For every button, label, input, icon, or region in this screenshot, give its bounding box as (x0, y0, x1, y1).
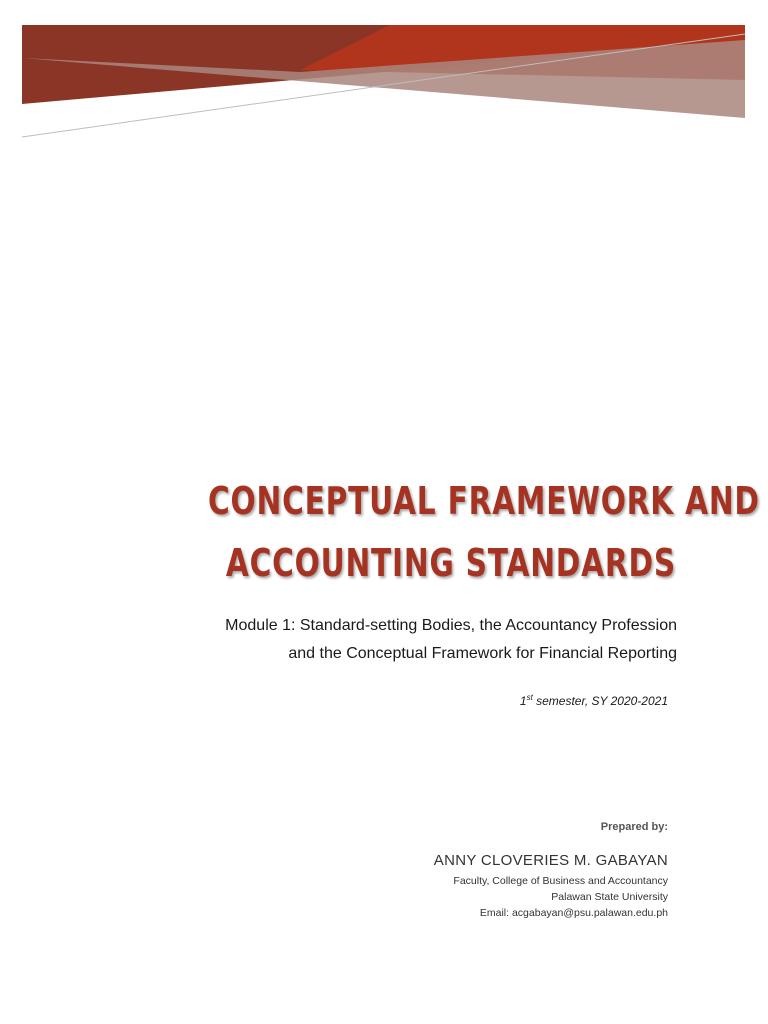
author-position: Faculty, College of Business and Accountancy (453, 875, 668, 887)
author-name: ANNY CLOVERIES M. GABAYAN (433, 852, 668, 869)
module-subtitle (77, 612, 677, 668)
author-affiliation (453, 873, 668, 921)
subtitle-line-2: and the Conceptual Framework for Financial Reporting (288, 645, 677, 662)
semester-suffix: st (526, 693, 533, 702)
title-line-1: CONCEPTUAL FRAMEWORK AND (208, 479, 760, 523)
title-line-2: ACCOUNTING STANDARDS (225, 541, 676, 585)
semester-line (520, 693, 668, 708)
prepared-by-label: Prepared by: (600, 821, 668, 833)
author-email: Email: acgabayan@psu.palawan.edu.ph (479, 907, 668, 919)
subtitle-line-1: Module 1: Standard-setting Bodies, the Accountancy Profession (225, 617, 677, 634)
semester-text: semester, SY 2020-2021 (532, 694, 668, 708)
decorative-banner (0, 0, 768, 150)
semester-number: 1 (519, 694, 527, 708)
author-institution: Palawan State University (551, 891, 668, 903)
document-title (76, 470, 760, 594)
